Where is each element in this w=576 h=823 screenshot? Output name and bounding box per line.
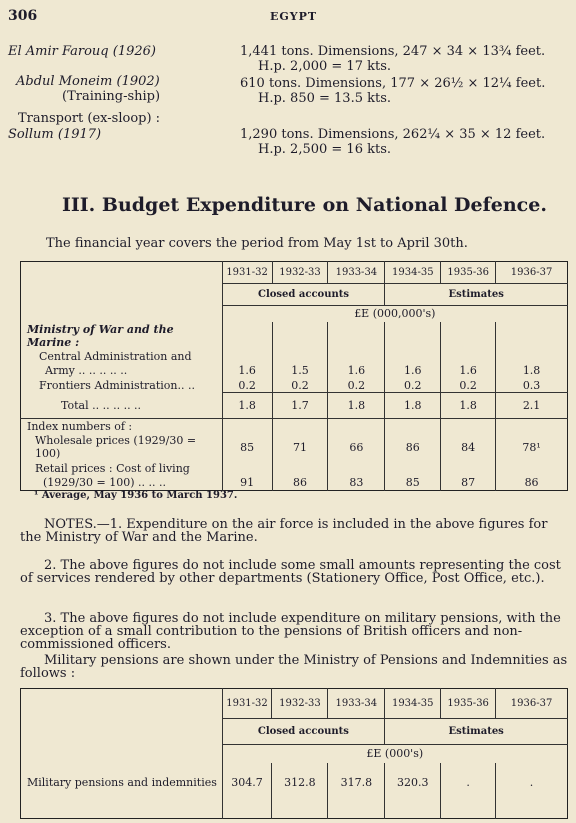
table-cell: 0.2: [385, 378, 441, 393]
year-header: 1935-36: [441, 689, 496, 719]
ship-details: 610 tons. Dimensions, 177 × 26½ × 12¼ feet.: [240, 76, 546, 91]
table-cell: 84: [441, 433, 496, 461]
pensions-table: [20, 688, 568, 819]
footnote: ¹ Average, May 1936 to March 1937.: [34, 490, 238, 501]
intro-text: The financial year covers the period from May 1st to April 30th.: [46, 236, 468, 251]
row-label: Army .. .. .. .. ..: [21, 364, 223, 378]
table-cell: 86: [272, 476, 328, 491]
ship-type: Transport (ex-sloop) :: [18, 111, 161, 126]
ship-power: H.p. 2,500 = 16 kts.: [258, 142, 392, 157]
year-header: 1936-37: [496, 689, 568, 719]
total-label: Total .. .. .. .. ..: [21, 393, 223, 419]
note-4: Military pensions are shown under the Ministry of Pensions and Indemnities as follows :: [20, 653, 568, 681]
row-label: Central Administration and: [21, 350, 223, 364]
table-cell: 1.6: [238, 364, 256, 378]
table-cell: 312.8: [272, 763, 328, 803]
row-label: Wholesale prices (1929/30 = 100): [21, 433, 223, 461]
table-cell: 0.2: [441, 378, 496, 393]
ship-details: 1,290 tons. Dimensions, 262¼ × 35 × 12 feet.: [240, 127, 546, 142]
table-cell: 1.6: [441, 364, 496, 378]
table-cell: 85: [385, 476, 441, 491]
year-header: 1935-36: [441, 262, 496, 284]
index-heading: Index numbers of :: [21, 419, 223, 434]
table-cell: 1.6: [328, 364, 385, 378]
total-cell: 2.1: [496, 393, 568, 419]
table-cell: 78¹: [496, 433, 568, 461]
table-cell: 86: [385, 433, 441, 461]
ship-name: Sollum (1917): [8, 127, 102, 142]
table-cell: 0.3: [496, 378, 568, 393]
ship-name: Abdul Moneim (1902): [16, 74, 160, 89]
table-cell: .: [441, 763, 496, 803]
table-cell: 0.2: [272, 378, 328, 393]
row-label: (1929/30 = 100) .. .. ..: [21, 476, 223, 491]
table-cell: .: [496, 763, 568, 803]
table-cell: 1.6: [385, 364, 441, 378]
note-3: 3. The above figures do not include expenditure on military pensions, with the exception of a small contribution to the pensions of British officers and non-commissioned officers.: [20, 611, 561, 652]
total-cell: 1.8: [385, 393, 441, 419]
total-cell: 1.8: [328, 393, 385, 419]
table-cell: 86: [496, 476, 568, 491]
year-header: 1931-32: [222, 262, 272, 284]
total-cell: 1.7: [272, 393, 328, 419]
group-header-estimates: Estimates: [385, 284, 568, 306]
table-cell: 0.2: [328, 378, 385, 393]
year-header: 1934-35: [385, 262, 441, 284]
note-1: NOTES.—1. Expenditure on the air force is included in the above figures for the Ministry of War and the Marine.: [20, 517, 548, 545]
ship-power: H.p. 2,000 = 17 kts.: [258, 59, 392, 74]
table-cell: 66: [328, 433, 385, 461]
year-header: 1934-35: [385, 689, 441, 719]
total-cell: 1.8: [441, 393, 496, 419]
running-title: EGYPT: [270, 10, 318, 23]
unit-label: £E (000's): [366, 747, 424, 761]
year-header: 1931-32: [222, 689, 272, 719]
table-cell: 71: [272, 433, 328, 461]
table-cell: 85: [240, 440, 255, 454]
table-cell: 304.7: [231, 776, 263, 789]
table-cell: 83: [328, 476, 385, 491]
note-2: 2. The above figures do not include some small amounts representing the cost of services rendered by other departments (Stationery Office, Post Office, etc.).: [20, 558, 561, 586]
ship-name: El Amir Farouq (1926): [8, 44, 156, 59]
total-cell: 1.8: [222, 393, 272, 419]
ministry-heading: Ministry of War and the Marine :: [21, 322, 223, 350]
table-cell: 320.3: [385, 763, 441, 803]
group-header-estimates: Estimates: [385, 719, 568, 745]
ship-power: H.p. 850 = 13.5 kts.: [258, 91, 392, 106]
table-cell: 317.8: [328, 763, 385, 803]
year-header: 1932-33: [272, 689, 328, 719]
year-header: 1932-33: [272, 262, 328, 284]
table-cell: 87: [441, 476, 496, 491]
year-header: 1936-37: [496, 262, 568, 284]
ship-details: 1,441 tons. Dimensions, 247 × 34 × 13¾ feet.: [240, 44, 546, 59]
row-label: Retail prices : Cost of living: [21, 462, 223, 476]
table-cell: 0.2: [238, 378, 256, 392]
table-cell: 91: [240, 476, 255, 490]
year-header: 1933-34: [328, 262, 385, 284]
table-cell: 1.8: [496, 364, 568, 378]
year-header: 1933-34: [328, 689, 385, 719]
group-header-closed: Closed accounts: [222, 284, 385, 306]
table-cell: 1.5: [272, 364, 328, 378]
ship-type: (Training-ship): [62, 89, 161, 104]
page-number: 306: [8, 8, 38, 24]
budget-table: [20, 261, 568, 491]
row-label: Frontiers Administration.. ..: [21, 378, 223, 393]
section-heading: III. Budget Expenditure on National Defence.: [62, 194, 547, 216]
row-label: Military pensions and indemnities: [21, 763, 223, 803]
group-header-closed: Closed accounts: [222, 719, 385, 745]
unit-label: £E (000,000's): [354, 307, 436, 321]
